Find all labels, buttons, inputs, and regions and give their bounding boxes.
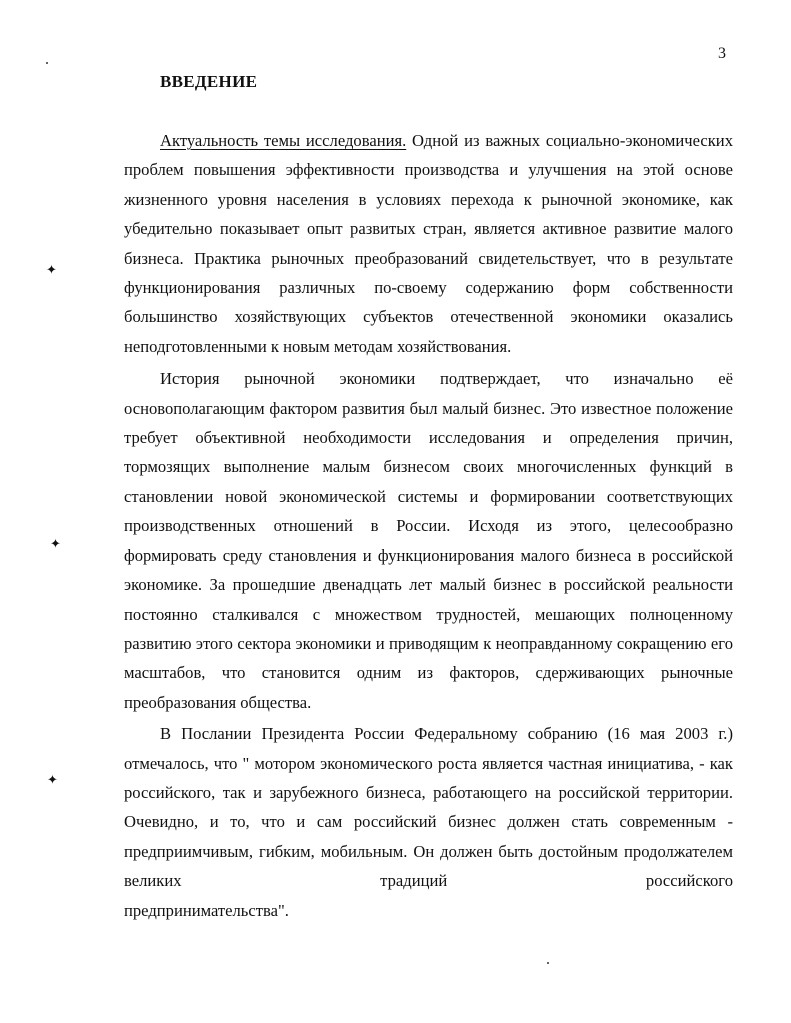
scan-mark-2: ✦: [50, 536, 61, 551]
relevance-lead: Актуальность темы исследования.: [160, 131, 407, 150]
paragraph-history: История рыночной экономики подтверждает, что изначально её основополагающим фактором развития был малый бизнес. Это известное положение требует объективной необходимости исследования и определения причин, тормозящих выполнение малым бизнесом своих многочисленных функций в становлении новой экономической системы и формировании соответствующих производственных отношений в России. Исходя из этого, целесообразно формировать среду становления и функционирования малого бизнеса в российской экономике. За прошедшие двенадцать лет малый бизнес в российской реальности постоянно сталкивался с множеством трудностей, мешающих полноценному развитию этого сектора экономики и приводящим к неоправданному сокращению его масштабов, что становится одним из факторов, сдерживающих рыночные преобразования общества.: [124, 369, 733, 712]
scan-dot-2: [547, 962, 549, 964]
paragraph-president-message: В Послании Президента России Федеральному собранию (16 мая 2003 г.) отмечалось, что " мотором экономического роста является частная инициатива, - как российского, так и зарубежного бизнеса, работающего на российской территории. Очевидно, и то, что и сам российский бизнес должен стать современным - предприимчивым, гибким, мобильным. Он должен быть достойным продолжателем великих традиций российского: [124, 724, 733, 891]
scan-mark-1: ✦: [46, 262, 57, 277]
scan-dot-1: [46, 62, 48, 64]
paragraph-president-message-end: предпринимательства".: [124, 900, 289, 920]
scan-mark-3: ✦: [47, 772, 58, 787]
paragraph-relevance: [124, 126, 733, 361]
relevance-text: Одной из важных социально-экономических проблем повышения эффективности производства и улучшения на этой основе жизненного уровня населения в условиях перехода к рыночной экономике, как убедительно показывает опыт развитых стран, является активное развитие малого бизнеса. Практика рыночных преобразований свидетельствует, что в результате функционирования различных по-своему содержанию форм собственности большинство хозяйствующих субъектов отечественной экономики оказались неподготовленными к новым методам хозяйствования.: [124, 131, 733, 356]
page-number: 3: [718, 45, 726, 62]
body-text: [124, 126, 733, 925]
section-heading: ВВЕДЕНИЕ: [160, 72, 258, 91]
